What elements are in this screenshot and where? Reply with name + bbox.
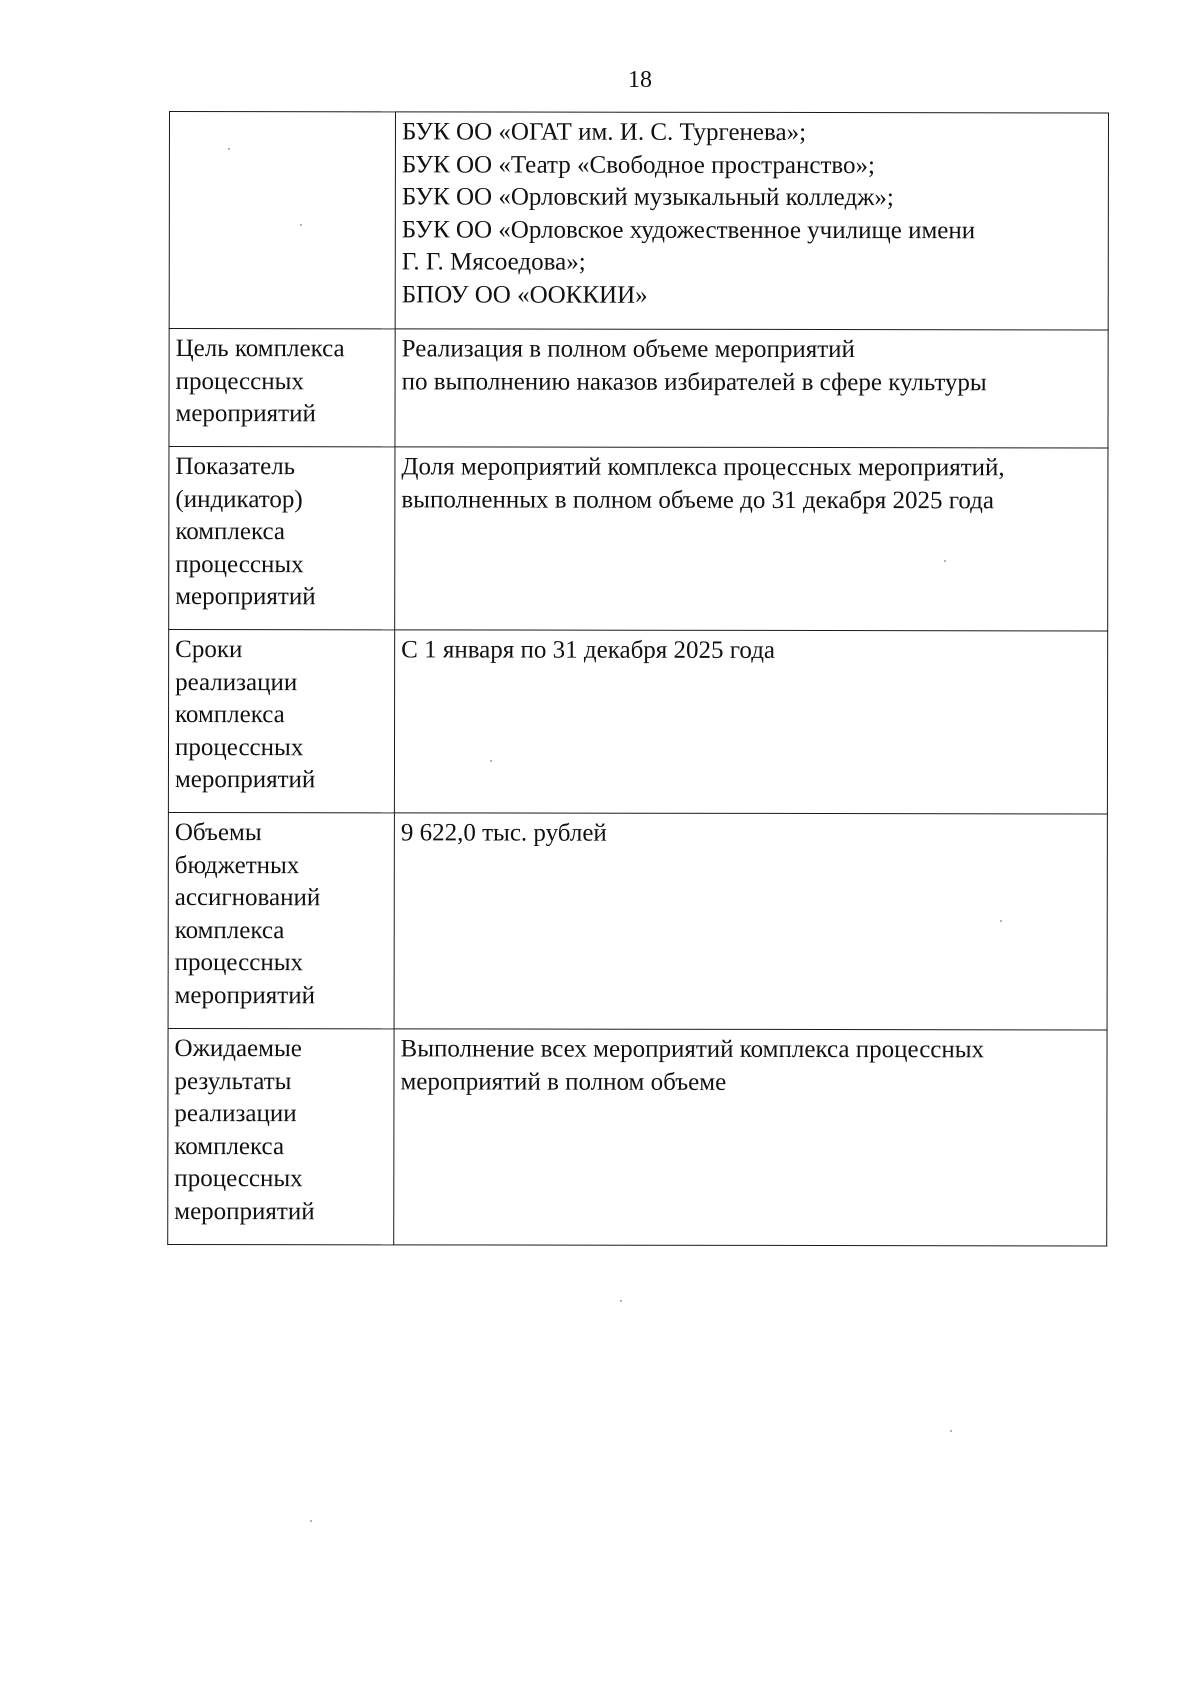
label-line: Сроки [175,636,243,664]
value-line: С 1 января по 31 декабря 2025 года [401,636,776,664]
value-line: Доля мероприятий комплекса процессных мероприятий, [401,453,1005,482]
row-value [394,630,1107,814]
participants-list [395,112,1108,330]
page-number: 18 [628,67,652,93]
org-line: БУК ОО «Орловское художественное училище имени [401,215,976,244]
label-line: реализации [175,668,298,696]
scan-speck [228,148,230,150]
row-value [395,447,1108,631]
label-cell-empty [169,112,395,329]
label-line: комплекса [174,916,285,944]
row-label [168,1028,394,1244]
label-line: процессных [174,1165,303,1193]
value-line: Выполнение всех мероприятий комплекса процессных [400,1035,985,1064]
label-line: Объемы [174,819,262,847]
label-line: комплекса [174,1132,285,1160]
value-line: 9 622,0 тыс. рублей [400,819,607,847]
scan-speck [944,560,946,562]
process-complex-passport-table [167,111,1109,1246]
org-line: БУК ОО «Орловский музыкальный колледж»; [401,183,894,212]
table-row-expected-results [168,1028,1107,1245]
label-line: комплекса [175,518,286,546]
table-row-participants [169,112,1108,330]
label-line: мероприятий [175,583,316,611]
table-row-goal [169,329,1108,448]
label-line: (индикатор) [175,485,303,513]
label-line: процессных [174,949,304,977]
label-line: ассигнований [174,884,321,912]
label-line: Цель комплекса [175,335,345,363]
scan-speck [950,1430,952,1432]
row-value [394,1029,1107,1246]
label-line: мероприятий [174,1197,315,1225]
label-line: процессных [175,367,304,395]
value-line: Реализация в полном объеме мероприятий [401,335,855,364]
label-line: комплекса [175,701,285,729]
row-label [169,447,395,630]
table-row-budget [168,812,1107,1029]
table-row-timeline [168,630,1107,814]
org-line: БПОУ ОО «ООККИИ» [401,280,648,309]
label-line: Ожидаемые [174,1035,302,1063]
value-line: выполненных в полном объеме до 31 декабря 2025 года [401,485,995,514]
value-line: мероприятий в полном объеме [400,1067,727,1096]
label-line: Показатель [175,453,296,481]
table-row-indicator [169,447,1108,631]
scan-speck [310,1520,312,1522]
row-value [395,329,1108,448]
scan-speck [490,760,492,762]
label-line: мероприятий [174,981,315,1009]
row-label [168,812,394,1028]
org-line: БУК ОО «ОГАТ им. И. С. Тургенева»; [401,118,807,147]
scan-speck [620,1300,622,1302]
label-line: реализации [174,1100,297,1128]
row-label [169,329,395,447]
org-line: БУК ОО «Театр «Свободное пространство»; [401,150,876,179]
label-line: мероприятий [174,766,316,794]
row-label [168,630,394,813]
scan-speck [1000,920,1002,922]
label-line: мероприятий [175,400,316,428]
org-line: Г. Г. Мясоедова»; [401,248,586,276]
scan-speck [300,224,302,226]
label-line: результаты [174,1067,292,1095]
value-line: по выполнению наказов избирателей в сфере культуры [401,367,987,396]
label-line: процессных [175,550,304,578]
label-line: бюджетных [174,851,300,879]
label-line: процессных [174,733,304,761]
